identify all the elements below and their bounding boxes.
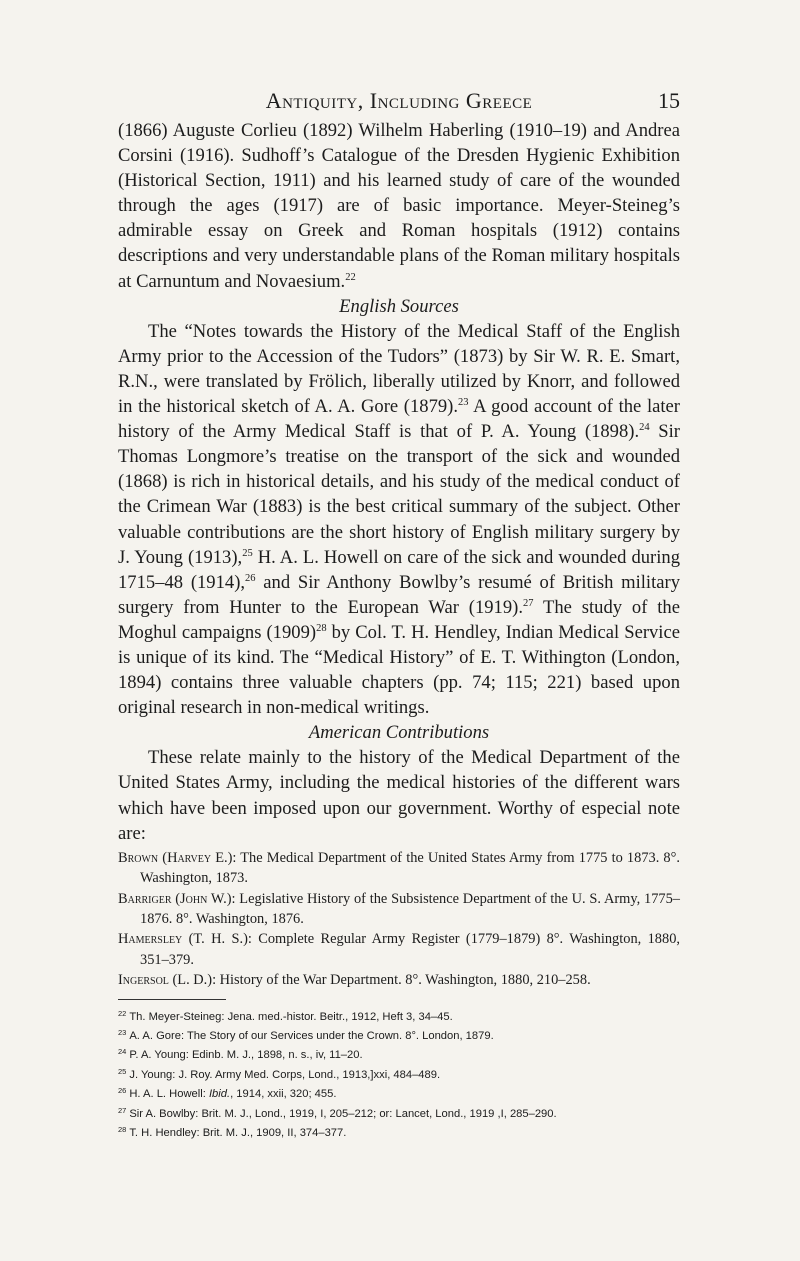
footnote-text: , 1914, xxii, 320; 455.: [230, 1088, 337, 1101]
footnote: [118, 1064, 680, 1083]
footnote: [118, 1083, 680, 1102]
paragraph-text: by Col. T. H. Hendley, Indian Medical Service is unique of its kind. The “Medical History” of E. T. Withington (London, 1894) contains three valuable chapters (pp. 74; 115; 221) based upon original research in non-medical writings.: [118, 621, 680, 719]
footnote-number: 25: [118, 1066, 127, 1076]
footnote-ref: 23: [458, 397, 469, 409]
footnote: [118, 1006, 680, 1025]
bibliography-author: Ingersol (L. D.):: [118, 972, 217, 989]
running-title: Antiquity, Including Greece: [265, 88, 533, 113]
bibliography-author: Brown (Harvey E.):: [118, 849, 237, 866]
bibliography-entry: [118, 889, 680, 930]
footnote-ref: 25: [242, 547, 253, 559]
paragraph-american-contributions: These relate mainly to the history of the Medical Department of the United States Army, including the medical histories of the different wars which have been imposed upon our government. Worthy of especial note are:: [118, 747, 680, 844]
footnote-ref: 28: [316, 622, 327, 634]
footnote-number: 26: [118, 1086, 127, 1096]
footnotes: [118, 1006, 680, 1142]
paragraph-text: A good account of the later history of the Army Medical Staff is that of P. A. Young (1898).: [118, 396, 680, 443]
bibliography-text: The Medical Department of the United States Army from 1775 to 1873. 8°. Washington, 1873.: [140, 849, 680, 887]
section-heading-english: English Sources: [339, 295, 459, 317]
footnote-number: 22: [118, 1008, 127, 1018]
paragraph-text: and Sir Anthony Bowlby’s resumé of British military surgery from Hunter to the European War (1919).: [118, 571, 681, 618]
paragraph-continuation: [118, 118, 680, 294]
page-body: [118, 118, 680, 1141]
paragraph-text: Sir Thomas Longmore’s treatise on the transport of the sick and wounded (1868) is rich in historical details, and his study of the medical conduct of the Crimean War (1883) is the best critical summary of the subject. Other valuable contributions are the short history of English military surgery by J. Young (1913),: [118, 421, 681, 568]
footnote-text: P. A. Young: Edinb. M. J., 1898, n. s., iv, 11–20.: [129, 1049, 363, 1062]
bibliography-author: Barriger (John W.):: [118, 890, 236, 907]
bibliography-entry: [118, 848, 680, 889]
footnote-text: Th. Meyer-Steineg: Jena. med.-histor. Beitr., 1912, Heft 3, 34–45.: [129, 1010, 453, 1023]
footnote-text: A. A. Gore: The Story of our Services under the Crown. 8°. London, 1879.: [129, 1029, 494, 1042]
footnote: [118, 1122, 680, 1141]
footnote-text: Sir A. Bowlby: Brit. M. J., Lond., 1919, I, 205–212; or: Lancet, Lond., 1919 ,I, 285–290.: [129, 1107, 557, 1120]
bibliography-text: Complete Regular Army Register (1779–1879) 8°. Washington, 1880, 351–379.: [140, 931, 680, 968]
footnote-ref: 22: [345, 271, 356, 283]
bibliography-author: Hamersley (T. H. S.):: [118, 931, 252, 948]
footnote-ref: 27: [523, 597, 534, 609]
bibliography-text: History of the War Department. 8°. Washington, 1880, 210–258.: [216, 972, 591, 989]
bibliography-list: [118, 848, 680, 991]
bibliography-entry: [118, 929, 680, 970]
footnote-ref: 26: [245, 572, 256, 584]
paragraph-text: H. A. L. Howell on care of the sick and wounded during 1715–48 (1914),: [118, 546, 680, 593]
footnote-text: J. Young: J. Roy. Army Med. Corps, Lond., 1913,]xxi, 484–489.: [129, 1068, 441, 1081]
running-head: [118, 88, 680, 118]
footnote-text: T. H. Hendley: Brit. M. J., 1909, II, 374–377.: [129, 1127, 347, 1139]
bibliography-entry: [118, 970, 680, 990]
footnote: [118, 1103, 680, 1122]
footnote-text: H. A. L. Howell:: [129, 1088, 209, 1101]
paragraph-text: (1866) Auguste Corlieu (1892) Wilhelm Haberling (1910–19) and Andrea Corsini (1916). Sudhoff’s Catalogue of the Dresden Hygienic Exhibition (Historical Section, 1911) and his learned study of care of the wounded through the ages (1917) are of basic importance. Meyer-Steineg’s admirable essay on Greek and Roman hospitals (1912) contains descriptions and very understandable plans of the Roman military hospitals at Carnuntum and Novaesium.: [118, 120, 680, 292]
footnote: [118, 1025, 680, 1044]
footnote-number: 28: [118, 1125, 127, 1134]
paragraph-text: The study of the Moghul campaigns (1909): [118, 596, 680, 643]
footnote-number: 27: [118, 1105, 127, 1115]
footnote: [118, 1044, 680, 1063]
bibliography-text: Legislative History of the Subsistence Department of the U. S. Army, 1775–1876. 8°. Washington, 1876.: [140, 890, 680, 927]
footnote-ibid: Ibid.: [208, 1088, 231, 1101]
footnote-ref: 24: [639, 422, 650, 434]
page-number: 15: [658, 88, 680, 113]
footnote-number: 23: [118, 1027, 127, 1037]
footnote-divider: [118, 999, 226, 1000]
paragraph-text: The “Notes towards the History of the Medical Staff of the English Army prior to the Accession of the Tudors” (1873) by Sir W. R. E. Smart, R.N., were translated by Frölich, liberally utilized by Knorr, and followed in the historical sketch of A. A. Gore (1879).: [118, 320, 680, 418]
footnote-number: 24: [118, 1047, 127, 1057]
section-heading-american: American Contributions: [308, 722, 490, 744]
paragraph-english-sources: [118, 319, 680, 721]
